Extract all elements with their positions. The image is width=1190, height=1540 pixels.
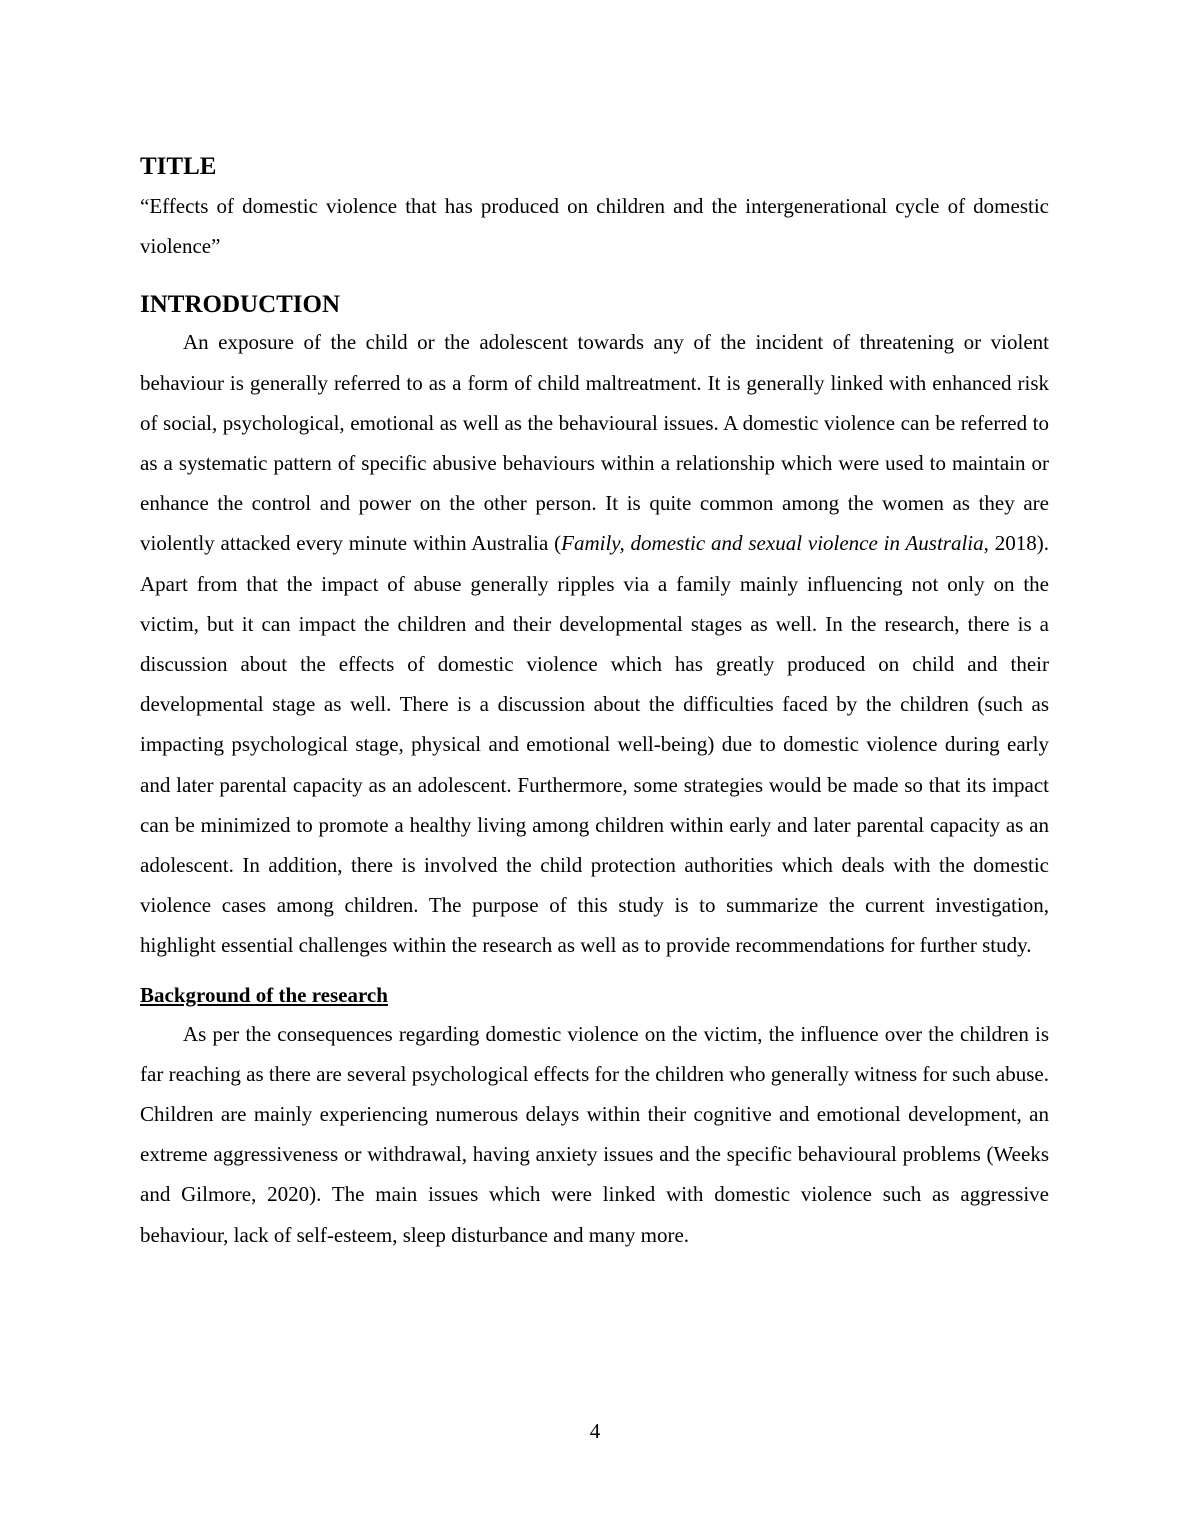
background-paragraph: As per the consequences regarding domestic violence on the victim, the influence over the children is far reaching as there are several psychological effects for the children who generally witness for such abuse. Children are mainly experiencing numerous delays within their cognitive and emotional development, an extreme aggressiveness or withdrawal, having anxiety issues and the specific behavioural problems (Weeks and Gilmore, 2020). The main issues which were linked with domestic violence such as aggressive behaviour, lack of self-esteem, sleep disturbance and many more.	[140, 1021, 1049, 1247]
title-heading: TITLE	[140, 153, 217, 180]
title-text: “Effects of domestic violence that has produced on children and the intergenerational cycle of domestic violence”	[140, 194, 1049, 259]
introduction-text-part2: , 2018). Apart from that the impact of abuse generally ripples via a family mainly influencing not only on the victim, but it can impact the children and their developmental stages as well. In the research, there is a discussion about the effects of domestic violence which has greatly produced on child and their developmental stage as well. There is a discussion about the difficulties faced by the children (such as impacting psychological stage, physical and emotional well-being) due to domestic violence during early and later parental capacity as an adolescent. Furthermore, some strategies would be made so that its impact can be minimized to promote a healthy living among children within early and later parental capacity as an adolescent. In addition, there is involved the child protection authorities which deals with the domestic violence cases among children. The purpose of this study is to summarize the current investigation, highlight essential challenges within the research as well as to provide recommendations for further study.	[140, 531, 1049, 958]
document-page	[140, 150, 1049, 1255]
introduction-heading: INTRODUCTION	[140, 291, 341, 319]
page-number: 4	[589, 1419, 601, 1443]
introduction-text-part1: An exposure of the child or the adolescent towards any of the incident of threatening or violent behaviour is generally referred to as a form of child maltreatment. It is generally linked with enhanced risk of social, psychological, emotional as well as the behavioural issues. A domestic violence can be referred to as a systematic pattern of specific abusive behaviours within a relationship which were used to maintain or enhance the control and power on the other person. It is quite common among the women as they are violently attacked every minute within Australia (	[140, 330, 1049, 556]
background-heading: Background of the research	[140, 982, 388, 1007]
introduction-paragraph	[140, 322, 1049, 965]
citation-title: Family, domestic and sexual violence in Australia	[561, 531, 984, 556]
